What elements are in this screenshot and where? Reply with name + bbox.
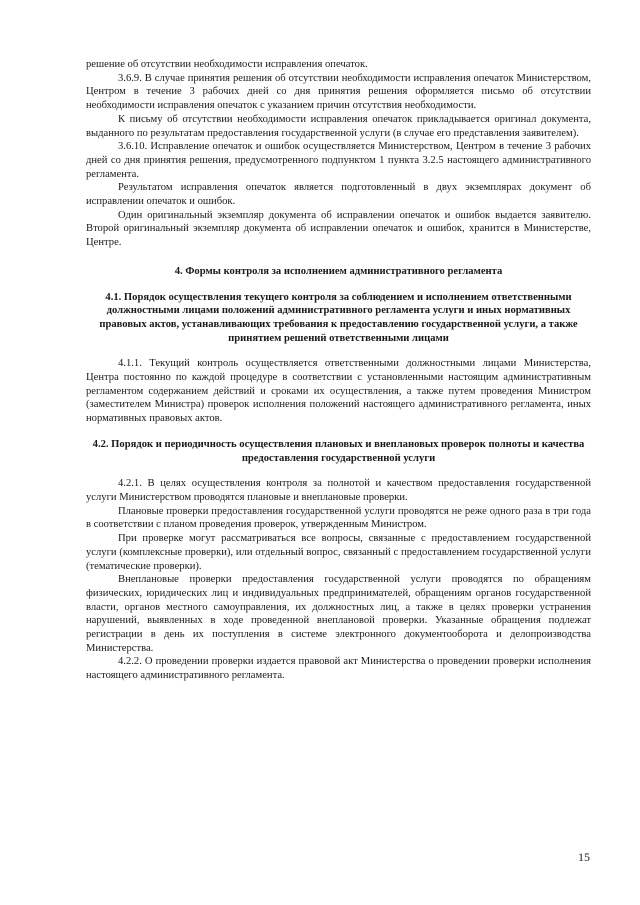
page-number: 15 (578, 850, 590, 864)
paragraph: Внеплановые проверки предоставления государственной услуги проводятся по обращениям физических, юридических лиц и индивидуальных предпринимателей, обращениям органов государственной власти, органов местного самоуправления, их должностных лиц, а также в целях проверки устранения нарушений, выявленных в ходе проведенной внеплановой проверки. Указанные обращения подлежат регистрации в день их поступления в системе электронного документооборота и делопроизводства Министерства. (86, 574, 591, 654)
paragraph: Один оригинальный экземпляр документа об исправлении опечаток и ошибок выдается заявителю. Второй оригинальный экземпляр документа об исправлении опечаток и ошибок, хранится в Министерстве, Центре. (86, 209, 591, 249)
paragraph: 3.6.10. Исправление опечаток и ошибок осуществляется Министерством, Центром в течение 3 рабочих дней со дня принятия решения, предусмотренного подпунктом 1 пункта 3.2.5 настоящего административного регламента. (86, 141, 591, 180)
paragraph: решение об отсутствии необходимости исправления опечаток. (86, 59, 368, 70)
paragraph: Плановые проверки предоставления государственной услуги проводятся не реже одного раза в три года в соответствии с планом проведения проверок, утвержденным Министром. (86, 505, 591, 531)
paragraph: 4.2.1. В целях осуществления контроля за полнотой и качеством предоставления государственной услуги Министерством проводятся плановые и внеплановые проверки. (86, 478, 591, 503)
document-body (86, 58, 591, 683)
subsection-heading: 4.2. Порядок и периодичность осуществления плановых и внеплановых проверок полноты и качества предоставления государственной услуги (92, 438, 585, 464)
paragraph: 4.1.1. Текущий контроль осуществляется ответственными должностными лицами Министерства, Центра постоянно по каждой процедуре в соответствии с установленными настоящим административным регламентом содержанием действий и сроками их осуществления, а также путем проведения Министром (заместителем Министра) проверок исполнения положений настоящего административного регламента, иных нормативных правовых актов. (86, 358, 591, 425)
paragraph: К письму об отсутствии необходимости исправления опечаток прикладывается оригинал документа, выданного по результатам предоставления государственной услуги (в случае его представления заявителем). (86, 113, 591, 139)
paragraph: 3.6.9. В случае принятия решения об отсутствии необходимости исправления опечаток Министерством, Центром в течение 3 рабочих дней со дня принятия решения оформляется письмо об отсутствии необходимости исправления опечаток с указанием причин отсутствия необходимости. (86, 72, 591, 112)
subsection-heading: 4.1. Порядок осуществления текущего контроля за соблюдением и исполнением ответственными должностными лицами положений административного регламента услуги и иных нормативных правовых актов, устанавливающих требования к предоставлению государственной услуги, а также принятием решений ответственными лицами (99, 291, 578, 344)
paragraph: Результатом исправления опечаток является подготовленный в двух экземплярах документ об исправлении опечаток и ошибок. (86, 182, 591, 208)
paragraph: 4.2.2. О проведении проверки издается правовой акт Министерства о проведении проверки исполнения настоящего административного регламента. (86, 656, 591, 682)
section-heading: 4. Формы контроля за исполнением административного регламента (174, 265, 503, 277)
paragraph: При проверке могут рассматриваться все вопросы, связанные с предоставлением государственной услуги (комплексные проверки), или отдельный вопрос, связанный с предоставлением государственной услуги (тематические проверки). (86, 533, 591, 572)
